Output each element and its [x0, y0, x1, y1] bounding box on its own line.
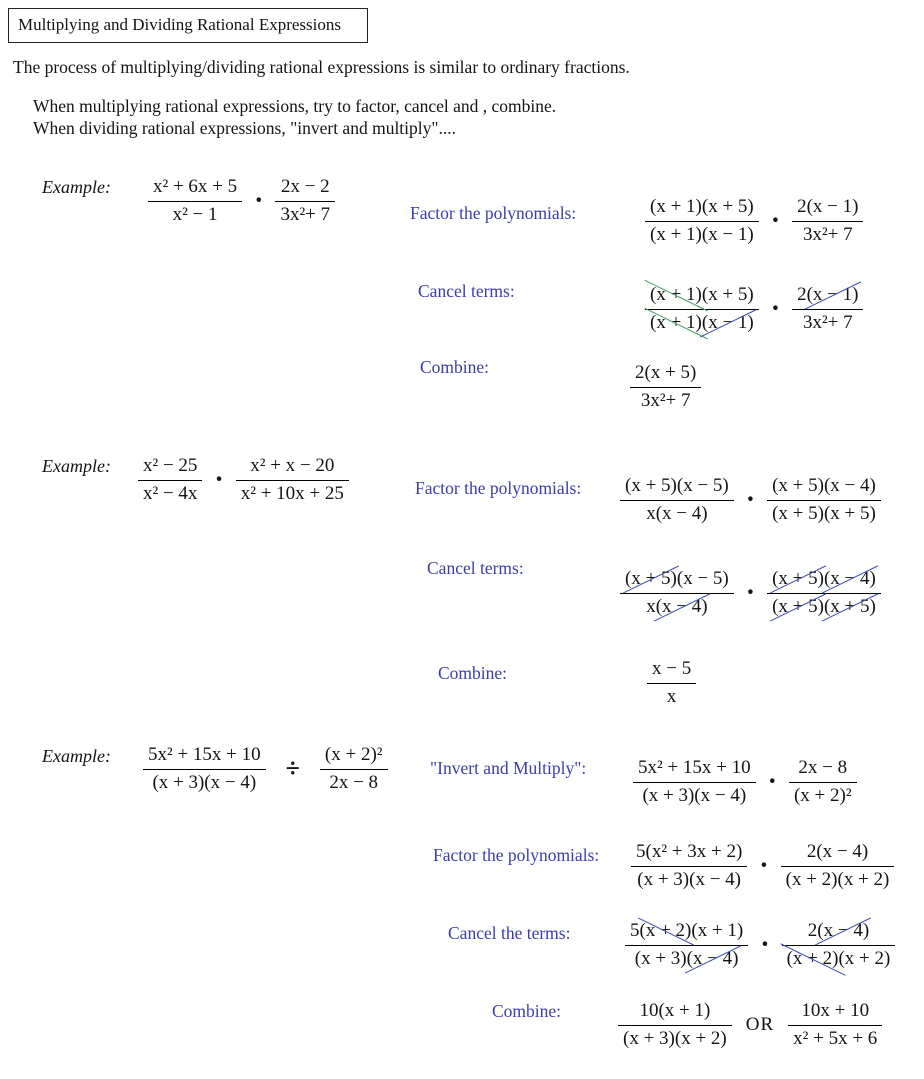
denominator: x² + 5x + 6 [793, 1028, 878, 1049]
fraction [645, 284, 759, 334]
example-2-cancel-label: Cancel terms: [427, 558, 524, 578]
example-2-combine-label: Combine: [438, 663, 508, 683]
example-3-result [618, 1000, 882, 1050]
cancelled-factor: (x − 1) [806, 284, 859, 305]
example-3-cancel-expression [625, 920, 895, 970]
numerator: 5x² + 15x + 10 [143, 744, 266, 770]
denominator: (x + 3)(x − 4) [642, 785, 747, 806]
factor: (x + 5) [701, 284, 754, 305]
denominator: x² − 4x [143, 483, 198, 504]
numerator: 2(x + 5) [630, 362, 701, 388]
denominator: (x + 3)(x + 2) [623, 1028, 727, 1049]
cancelled-factor: (x + 2) [786, 948, 839, 969]
fraction [782, 920, 896, 970]
fraction [781, 841, 895, 891]
denominator: 2x − 8 [329, 772, 379, 793]
or-text: OR [745, 1014, 775, 1035]
denominator: 3x²+ 7 [802, 224, 853, 245]
factor: 3x²+ 7 [802, 312, 853, 333]
denominator: 3x²+ 7 [280, 204, 331, 225]
numerator [645, 284, 759, 310]
denominator: (x + 3)(x − 4) [637, 869, 742, 890]
example-3-factor-label: Factor the polynomials: [433, 845, 600, 865]
fraction [138, 455, 202, 505]
multiply-dot: · [745, 484, 756, 515]
numerator: (x + 5)(x − 4) [767, 475, 881, 501]
numerator [767, 568, 881, 594]
denominator [767, 594, 881, 618]
cancelled-factor: (x + 5) [772, 568, 824, 589]
numerator: x² + 6x + 5 [148, 176, 242, 202]
fraction [148, 176, 242, 226]
cancelled-factor: (x − 4) [655, 596, 708, 617]
numerator: 2(x − 1) [792, 196, 863, 222]
example-2-cancel-expression [620, 568, 881, 618]
tip-dividing: When dividing rational expressions, "invert and multiply".... [33, 118, 457, 138]
numerator: x² + x − 20 [236, 455, 349, 481]
fraction [275, 176, 335, 226]
multiply-dot: · [770, 205, 781, 236]
tip-multiplying: When multiplying rational expressions, try to factor, cancel and , combine. [33, 96, 557, 116]
cancelled-factor: (x + 1) [650, 312, 702, 333]
denominator: (x + 2)(x + 2) [785, 869, 890, 890]
fraction [320, 744, 388, 794]
denominator: x [666, 686, 677, 707]
denominator [792, 310, 863, 334]
fraction [767, 475, 881, 525]
denominator [620, 594, 734, 618]
fraction [620, 475, 734, 525]
fraction [789, 757, 857, 807]
numerator: (x + 5)(x − 5) [620, 475, 734, 501]
numerator [625, 920, 748, 946]
denominator: 3x²+ 7 [640, 390, 691, 411]
cancelled-factor: (x − 4) [686, 948, 739, 969]
example-3-label: Example: [42, 746, 111, 766]
example-3-factor-expression [631, 841, 894, 891]
cancelled-factor: (x + 5) [625, 568, 677, 589]
multiply-dot: · [770, 293, 781, 324]
cancelled-factor: (x − 4) [817, 920, 870, 941]
example-3-invert-expression [633, 757, 857, 807]
fraction [767, 568, 881, 618]
multiply-dot: · [254, 185, 264, 216]
multiply-dot: · [745, 577, 756, 608]
cancelled-factor: (x + 1) [650, 284, 702, 305]
example-1-factor-expression [645, 196, 863, 246]
denominator: x² − 1 [172, 204, 218, 225]
factor: (x + 2) [838, 948, 891, 969]
example-1-label: Example: [42, 177, 111, 197]
cancelled-factor: (x − 4) [823, 568, 876, 589]
numerator: x² − 25 [138, 455, 202, 481]
fraction [236, 455, 349, 505]
fraction [645, 196, 759, 246]
example-3-combine-label: Combine: [492, 1001, 562, 1021]
example-2-problem [138, 455, 349, 505]
factor: 2 [797, 284, 807, 305]
example-2-factor-expression [620, 475, 881, 525]
fraction [792, 196, 863, 246]
fraction [630, 362, 701, 412]
numerator: 2x − 2 [275, 176, 335, 202]
numerator [792, 284, 863, 310]
divide-sign: ÷ [285, 754, 300, 783]
numerator [782, 920, 896, 946]
numerator: 5(x² + 3x + 2) [631, 841, 747, 867]
fraction [647, 658, 696, 708]
denominator [645, 310, 759, 334]
fraction [618, 1000, 732, 1050]
fraction [625, 920, 748, 970]
factor: (x + 3) [634, 948, 687, 969]
intro-text: The process of multiplying/dividing rational expressions is similar to ordinary fractions. [13, 57, 630, 77]
numerator: x − 5 [647, 658, 696, 684]
example-1-combine-label: Combine: [420, 357, 490, 377]
example-3-cancel-label: Cancel the terms: [448, 923, 571, 943]
numerator: (x + 2)² [320, 744, 388, 770]
denominator: (x + 1)(x − 1) [650, 224, 754, 245]
example-3-invert-label: "Invert and Multiply": [430, 758, 587, 778]
denominator: (x + 3)(x − 4) [152, 772, 257, 793]
numerator: 2(x − 4) [781, 841, 895, 867]
cancelled-factor: (x + 5) [823, 596, 876, 617]
cancelled-factor: (x − 1) [701, 312, 754, 333]
fraction [143, 744, 266, 794]
example-1-result [630, 362, 701, 412]
example-2-factor-label: Factor the polynomials: [415, 478, 582, 498]
page-title: Multiplying and Dividing Rational Expressions [18, 15, 341, 34]
example-2-result [647, 658, 696, 708]
factor: x [646, 596, 656, 617]
fraction [792, 284, 863, 334]
factor: (x − 5) [676, 568, 729, 589]
multiply-dot: · [767, 766, 777, 797]
example-1-problem [148, 176, 335, 226]
numerator: 10x + 10 [788, 1000, 882, 1026]
denominator: (x + 5)(x + 5) [772, 503, 876, 524]
numerator: 5x² + 15x + 10 [633, 757, 756, 783]
fraction [631, 841, 747, 891]
fraction [788, 1000, 882, 1050]
cancelled-factor: (x + 2) [639, 920, 692, 941]
fraction [620, 568, 734, 618]
fraction [633, 757, 756, 807]
multiply-dot: · [760, 929, 770, 960]
numerator [620, 568, 734, 594]
factor: (x + 1) [691, 920, 744, 941]
example-1-cancel-expression [645, 284, 863, 334]
example-2-label: Example: [42, 456, 111, 476]
numerator: 10(x + 1) [618, 1000, 732, 1026]
factor: 2 [807, 920, 818, 941]
cancelled-factor: (x + 5) [772, 596, 824, 617]
denominator [625, 946, 748, 970]
denominator [782, 946, 896, 970]
title-box [8, 8, 368, 43]
denominator: x(x − 4) [646, 503, 708, 524]
numerator: (x + 1)(x + 5) [645, 196, 759, 222]
example-1-cancel-label: Cancel terms: [418, 281, 515, 301]
multiply-dot: · [759, 850, 769, 881]
denominator: x² + 10x + 25 [240, 483, 344, 504]
example-1-factor-label: Factor the polynomials: [410, 203, 577, 223]
multiply-dot: · [214, 464, 224, 495]
example-3-problem [143, 744, 388, 794]
denominator: (x + 2)² [793, 785, 852, 806]
factor: 5 [630, 920, 640, 941]
numerator: 2x − 8 [789, 757, 857, 783]
